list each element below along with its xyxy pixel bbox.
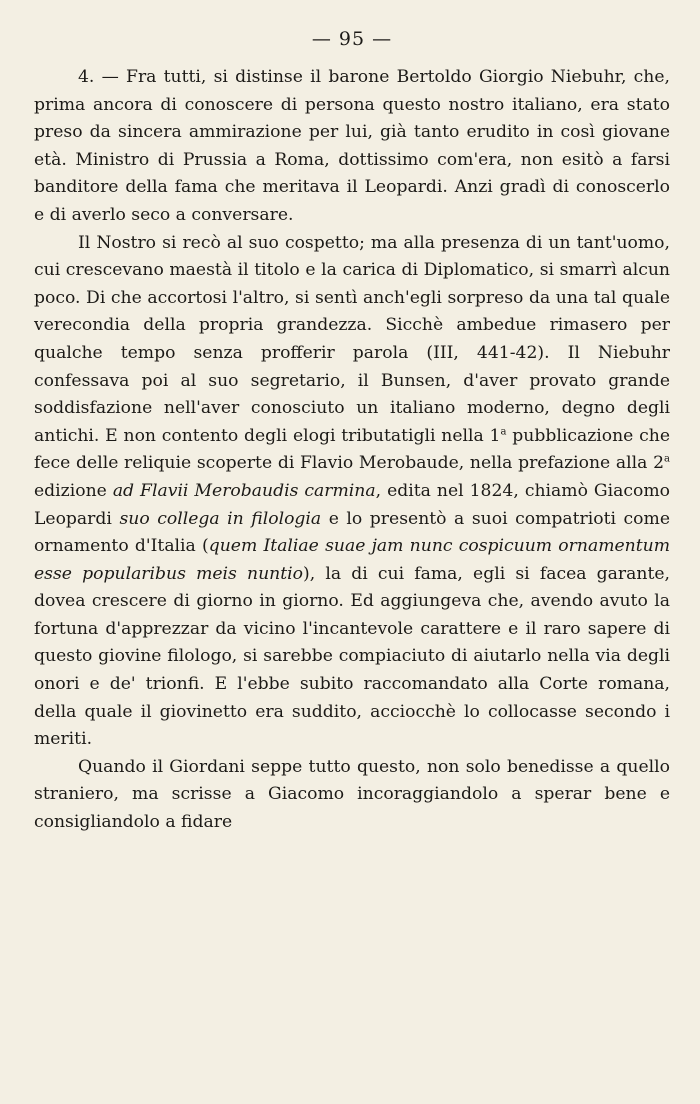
- italic-text: quem Italiae suae jam nunc cospicuum ornamentum esse popularibus meis nuntio: [34, 536, 671, 584]
- italic-text: ad Flavii Merobaudis carmina: [112, 480, 376, 501]
- paragraph: [34, 754, 670, 837]
- paragraph: [34, 230, 670, 754]
- page-number: — 95 —: [311, 28, 393, 50]
- text-run: Il Nostro si recò al suo cospetto; ma alla presenza di un tant'uomo, cui crescevano maestà il titolo e la carica di Diplomatico, si smarrì alcun poco. Di che accortosi l'altro, si sentì anch'egli sorpreso da una tal quale verecondia della propria grandezza. Sicchè ambedue rimasero per qualche tempo senza profferir parola (III, 441-42). Il Niebuhr confessava poi al suo segretario, il Bunsen, d'aver provato grande soddisfazione nell'aver conosciuto un italiano moderno, degno degli antichi. E non contento degli elogi tributatigli nella 1: [34, 232, 670, 446]
- superscript-ordinal: a: [664, 453, 670, 465]
- text-run: Quando il Giordani seppe tutto questo, non solo benedisse a quello straniero, ma scrisse a Giacomo incoraggiandolo a sperar bene e consigliandolo a fidare: [34, 756, 670, 833]
- text-run: , edita nel 1824, chiamò Giacomo Leopardi: [34, 480, 671, 529]
- body-text: [34, 64, 670, 837]
- text-run: edizione: [34, 480, 113, 501]
- text-run: 4. — Fra tutti, si distinse il barone Bertoldo Giorgio Niebuhr, che, prima ancora di conoscere di persona questo nostro italiano, era stato preso da sincera ammirazione per lui, già tanto erudito in così giovane età. Ministro di Prussia a Roma, dottissimo com'era, non esitò a farsi banditore della fama che meritava il Leopardi. Anzi gradì di conoscerlo e di averlo seco a conversare.: [34, 67, 670, 225]
- paragraph: [34, 64, 670, 230]
- text-run: ), la di cui fama, egli si facea garante, dovea crescere di giorno in giorno. Ed aggiungeva che, avendo avuto la fortuna d'apprezzar da vicino l'incantevole carattere e il raro sapere di questo giovine filologo, si sarebbe compiaciuto di aiutarlo nella via degli onori e de' trionfi. E l'ebbe subito raccomandato alla Corte romana, della quale il giovinetto era suddito, acciocchè lo collocasse secondo i meriti.: [34, 563, 670, 750]
- italic-text: suo collega in filologia: [119, 508, 322, 529]
- text-run: pubblicazione che fece delle reliquie scoperte di Flavio Merobaude, nella prefazione alla 2: [34, 425, 670, 474]
- text-run: e lo presentò a suoi compatrioti come ornamento d'Italia (: [34, 508, 670, 557]
- superscript-ordinal: a: [500, 425, 507, 437]
